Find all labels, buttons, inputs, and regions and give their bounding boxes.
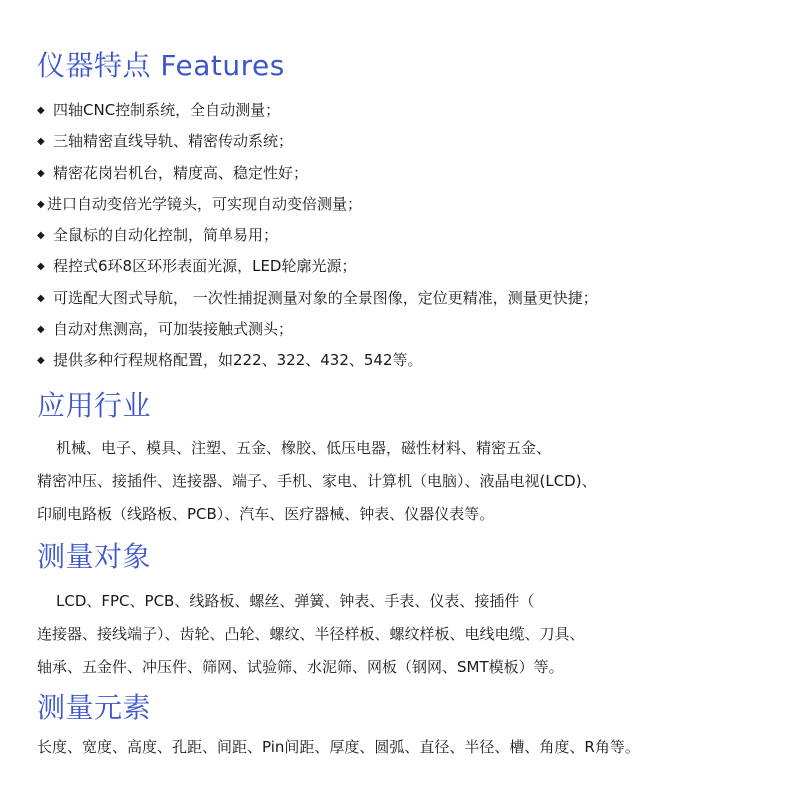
features-heading: 仪器特点 Features [37,49,285,82]
diamond-bullet-icon: ◆ [37,167,45,179]
feature-item [37,189,598,220]
elements-line: 长度、宽度、高度、孔距、间距、Pin间距、厚度、圆弧、直径、半径、槽、角度、R角等。 [37,738,640,756]
diamond-bullet-icon: ◆ [37,355,45,367]
diamond-bullet-icon: ◆ [37,230,45,242]
feature-item [37,283,598,314]
industries-line: 机械、电子、模具、注塑、五金、橡胶、低压电器，磁性材料、精密五金、 [56,439,552,457]
feature-item [37,314,598,345]
feature-text: 三轴精密直线导轨、精密传动系统； [53,132,294,151]
feature-text: 自动对焦测高，可加装接触式测头； [53,320,294,339]
feature-item [37,95,598,126]
feature-text: 全鼠标的自动化控制，简单易用； [53,226,279,245]
industries-line: 精密冲压、接插件、连接器、端子、手机、家电、计算机（电脑）、液晶电视(LCD)、 [37,472,597,490]
industries-line: 印刷电路板（线路板、PCB）、汽车、医疗器械、钟表、仪器仪表等。 [37,505,495,523]
elements-paragraph [37,731,777,764]
feature-text: 提供多种行程规格配置，如222、322、432、542等。 [53,351,423,370]
objects-line: 连接器、接线端子）、齿轮、凸轮、螺纹、半径样板、螺纹样板、电线电缆、刀具、 [37,625,585,643]
objects-line: 轴承、五金件、冲压件、筛网、试验筛、水泥筛、网板（钢网、SMT模板）等。 [37,658,564,676]
diamond-bullet-icon: ◆ [37,324,45,336]
diamond-bullet-icon: ◆ [37,292,45,304]
feature-text: 精密花岗岩机台，精度高、稳定性好； [53,163,309,182]
objects-line: LCD、FPC、PCB、线路板、螺丝、弹簧、钟表、手表、仪表、接插件（ [56,592,535,610]
diamond-bullet-icon: ◆ [37,105,45,116]
features-list [37,95,598,377]
feature-item [37,251,598,282]
industries-paragraph [37,432,777,531]
feature-item [37,126,598,157]
feature-item [37,158,598,189]
elements-heading: 测量元素 [37,691,152,724]
objects-paragraph [37,585,777,684]
feature-text: 四轴CNC控制系统，全自动测量； [53,101,281,119]
feature-text: 进口自动变倍光学镜头，可实现自动变倍测量； [47,194,363,213]
feature-text: 可选配大图式导航， 一次性捕捉测量对象的全景图像，定位更精准，测量更快捷； [53,288,598,307]
diamond-bullet-icon: ◆ [37,261,45,273]
feature-item [37,220,598,251]
diamond-bullet-icon: ◆ [37,136,45,148]
feature-item [37,345,598,376]
industries-heading: 应用行业 [37,389,152,422]
diamond-bullet-icon: ◆ [37,198,45,210]
feature-text: 程控式6环8区环形表面光源，LED轮廓光源； [53,257,357,276]
objects-heading: 测量对象 [37,540,152,573]
